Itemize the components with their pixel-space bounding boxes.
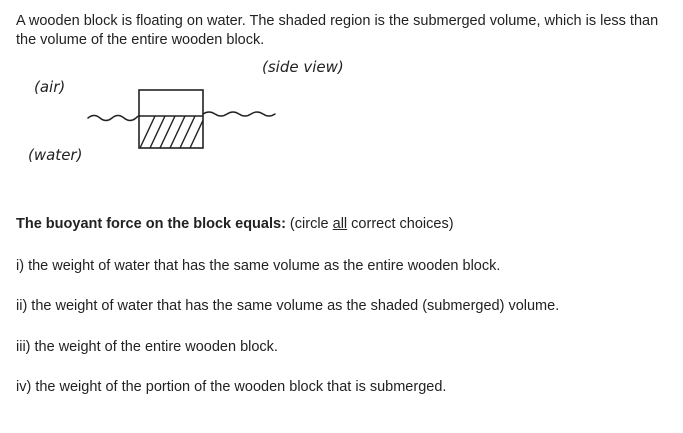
choice-i[interactable]: i) the weight of water that has the same volume as the entire wooden block. xyxy=(16,258,501,274)
side-view-label: (side view) xyxy=(262,58,344,76)
water-label: (water) xyxy=(28,146,83,164)
question xyxy=(16,216,454,232)
block-sketch xyxy=(0,48,683,188)
water-surface-left xyxy=(88,116,140,121)
choice-iv[interactable]: iv) the weight of the portion of the wooden block that is submerged. xyxy=(16,379,447,395)
problem-statement: A wooden block is floating on water. The shaded region is the submerged volume, which is less than the volume of the entire wooden block. xyxy=(16,13,659,48)
question-lead: The buoyant force on the block equals: xyxy=(16,216,286,232)
question-pre: (circle xyxy=(285,216,333,232)
question-emphasis: all xyxy=(332,216,348,232)
submerged-hatching xyxy=(140,116,205,148)
choice-ii[interactable]: ii) the weight of water that has the same volume as the shaded (submerged) volume. xyxy=(16,298,560,314)
air-label: (air) xyxy=(34,78,66,96)
question-post: correct choices) xyxy=(347,216,454,232)
water-surface-right xyxy=(203,112,275,116)
choice-iii[interactable]: iii) the weight of the entire wooden block. xyxy=(16,339,278,355)
